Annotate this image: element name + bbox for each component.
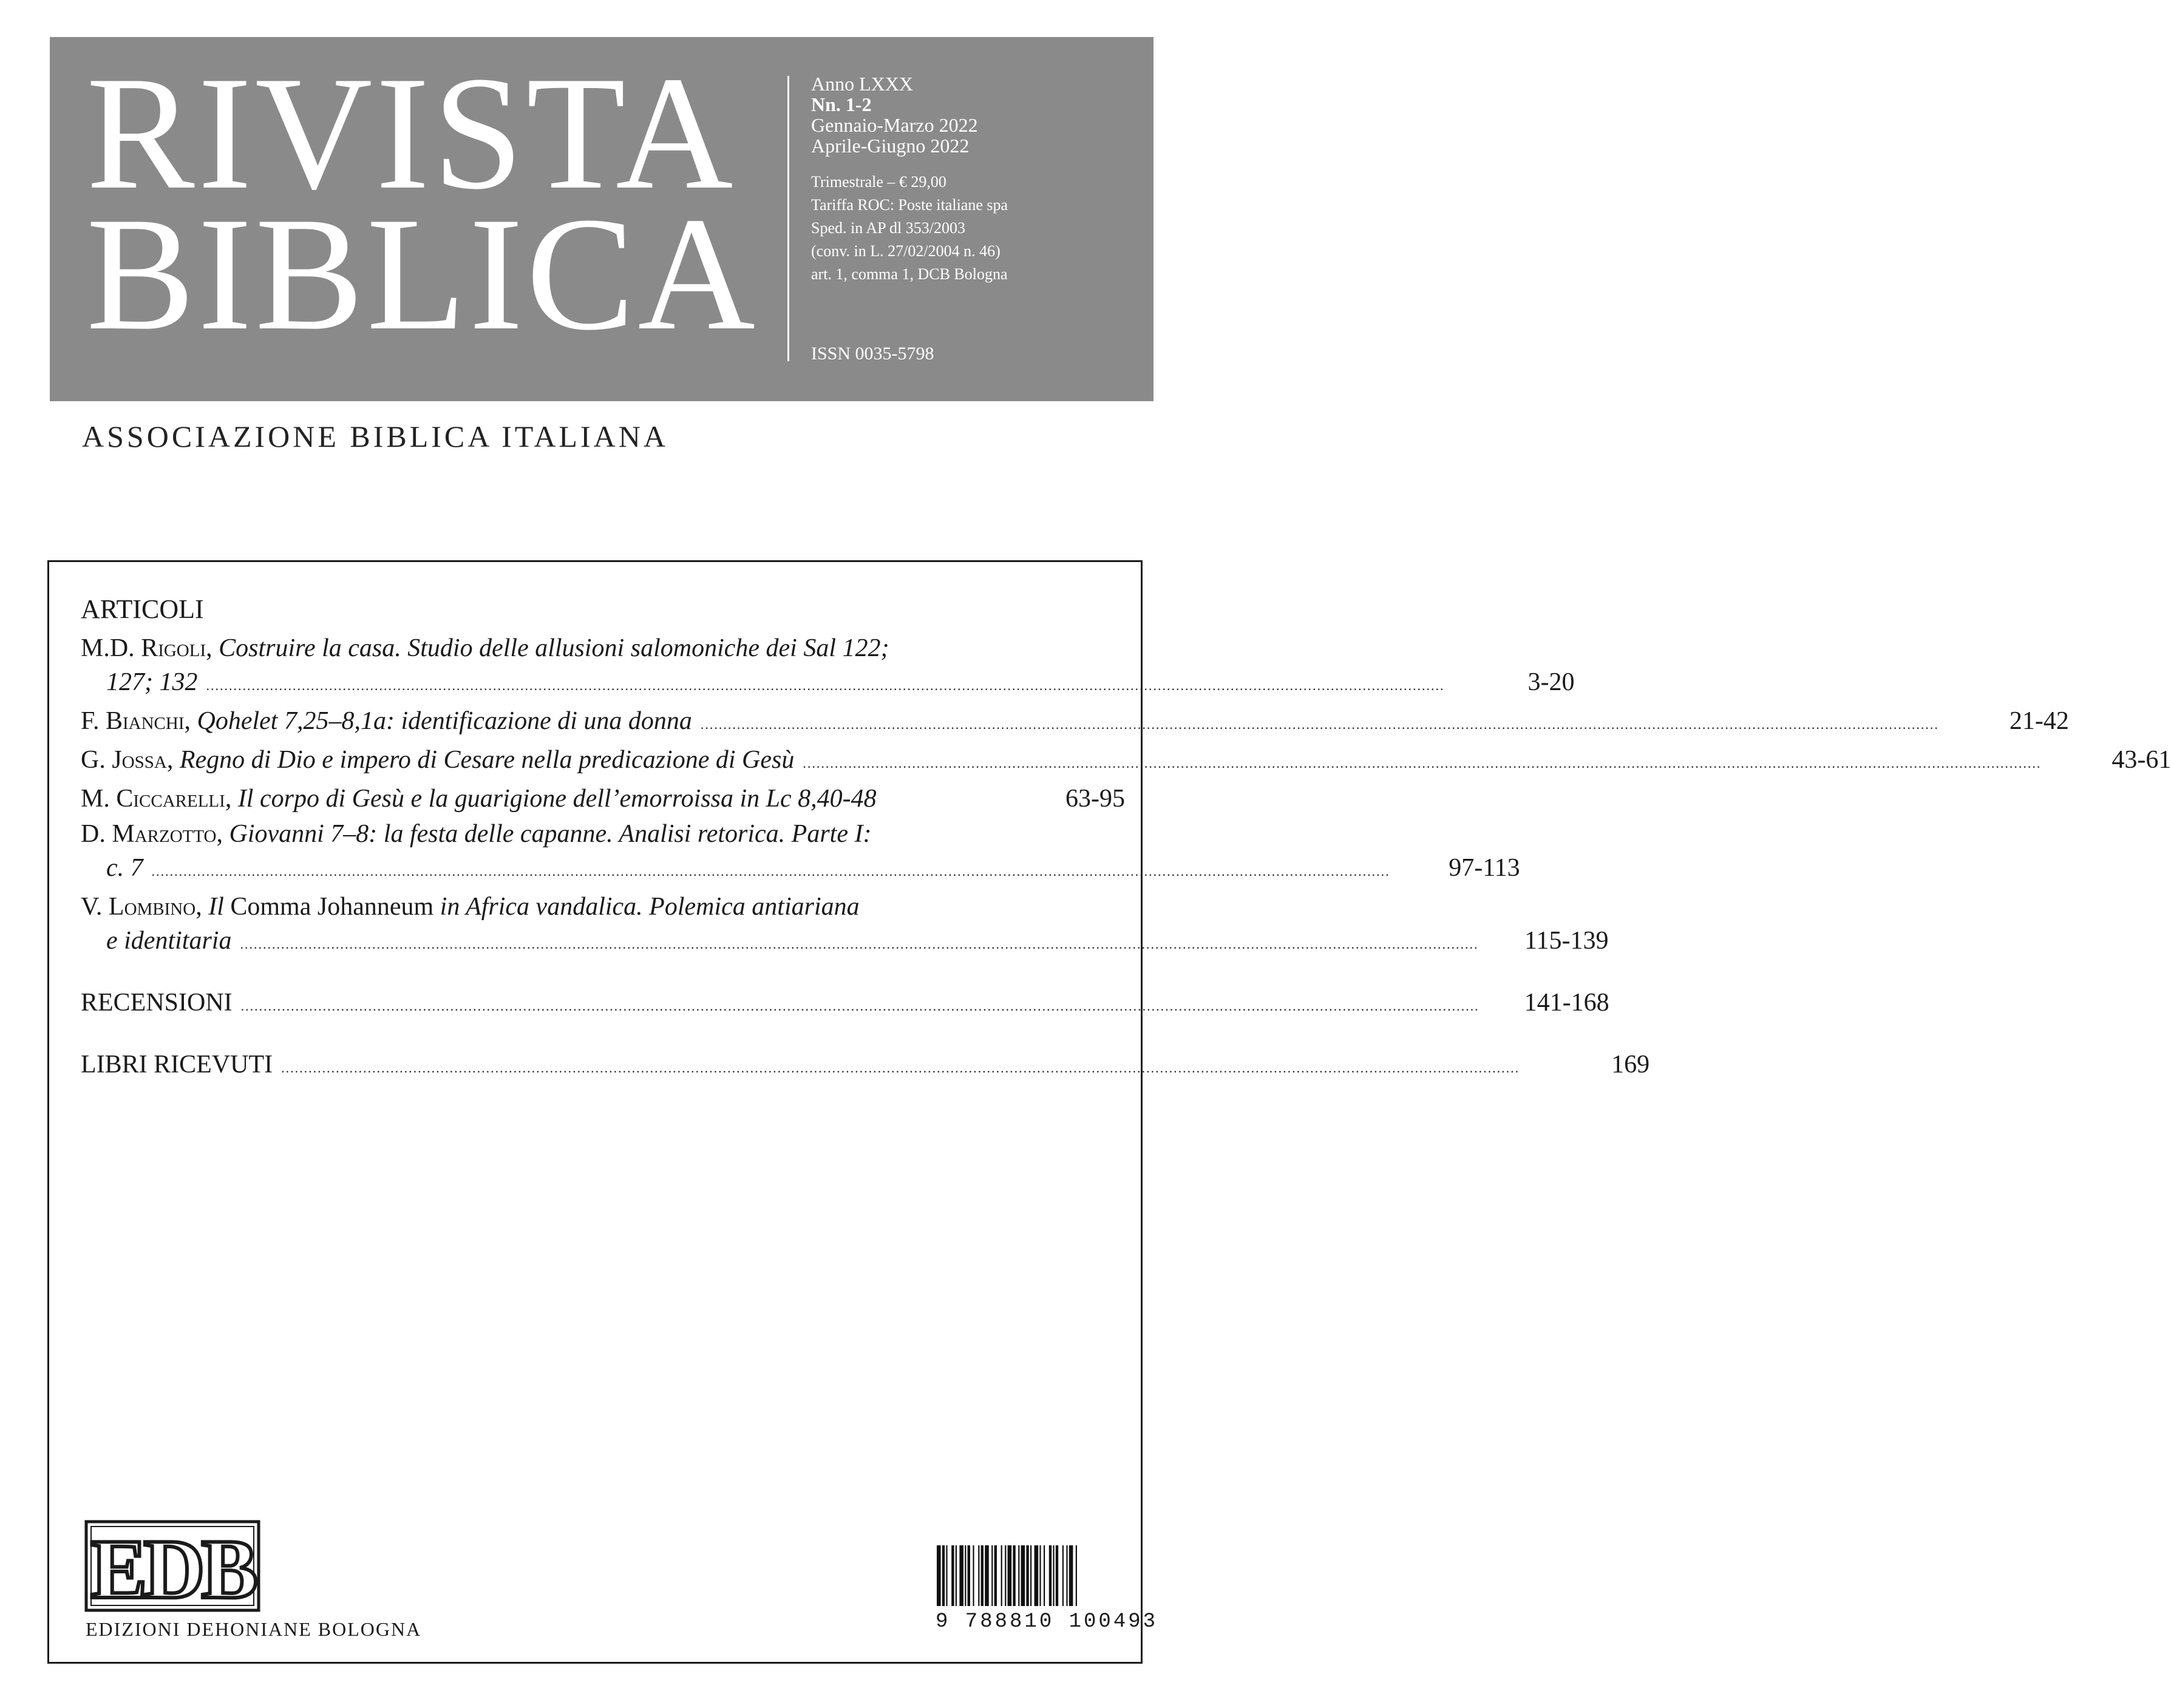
article-title: Costruire la casa. Studio delle allusioni salomoniche dei Sal 122; bbox=[219, 634, 889, 662]
barcode-bar bbox=[946, 1545, 947, 1606]
article-title: Qohelet 7,25–8,1a: identificazione di una donna bbox=[197, 707, 692, 735]
barcode-bar bbox=[1030, 1545, 1031, 1606]
association-name: ASSOCIAZIONE BIBLICA ITALIANA bbox=[82, 419, 668, 453]
barcode-bar bbox=[981, 1545, 984, 1606]
issue-period-1: Gennaio-Marzo 2022 bbox=[811, 114, 978, 136]
issue-numbers: Nn. 1-2 bbox=[811, 93, 872, 115]
article-title: Il corpo di Gesù e la guarigione dell’emorroissa in Lc 8,40-48 bbox=[237, 785, 877, 813]
barcode-bar bbox=[1005, 1545, 1006, 1606]
postal-info bbox=[811, 171, 1008, 286]
article-title-cont: e identitaria bbox=[106, 927, 232, 955]
separator: , bbox=[225, 785, 238, 813]
postal-line: (conv. in L. 27/02/2004 n. 46) bbox=[811, 242, 1001, 260]
article-title: Regno di Dio e impero di Cesare nella predicazione di Gesù bbox=[179, 746, 795, 774]
dot-leader: ................................................................................................................................................................................................................................................................................ bbox=[700, 717, 1939, 732]
barcode-bar bbox=[1044, 1545, 1045, 1606]
separator: , bbox=[184, 707, 197, 735]
dot-leader: ................................................................................................................................................................................................................................................................................ bbox=[151, 864, 1390, 879]
separator: , bbox=[166, 746, 180, 774]
barcode-bar bbox=[968, 1545, 970, 1606]
edb-logo bbox=[84, 1520, 260, 1616]
toc-entry-books[interactable] bbox=[81, 1048, 1650, 1085]
issue-period-2: Aprile-Giugno 2022 bbox=[811, 135, 970, 157]
author-surname: Bianchi bbox=[106, 707, 185, 735]
toc-entry[interactable] bbox=[81, 631, 1575, 703]
dot-leader: ................................................................................................................................................................................................................................................................................ bbox=[803, 756, 2042, 771]
barcode-bar bbox=[1069, 1545, 1073, 1606]
toc-entry[interactable] bbox=[81, 704, 2069, 742]
author-surname: Rigoli bbox=[141, 634, 206, 662]
page-range: 115-139 bbox=[1524, 927, 1609, 955]
barcode-bar bbox=[1053, 1545, 1054, 1606]
author-surname: Ciccarelli bbox=[116, 785, 225, 813]
page-range: 169 bbox=[1611, 1051, 1650, 1079]
barcode-bar bbox=[1008, 1545, 1012, 1606]
toc-entry-reviews[interactable] bbox=[81, 986, 1609, 1023]
contents-box bbox=[47, 560, 2171, 1664]
edb-logo-text: EDB bbox=[90, 1522, 254, 1616]
barcode-bar bbox=[937, 1545, 941, 1606]
author-initials: G. bbox=[81, 746, 112, 774]
author-initials: F. bbox=[81, 707, 106, 735]
books-received-heading: LIBRI RICEVUTI bbox=[81, 1051, 273, 1079]
barcode bbox=[936, 1545, 1158, 1633]
dot-leader: ................................................................................................................................................................................................................................................................................ bbox=[206, 678, 1445, 693]
toc-entry[interactable] bbox=[81, 890, 1609, 961]
barcode-bar bbox=[1056, 1545, 1058, 1606]
author-initials: M.D. bbox=[81, 634, 141, 662]
barcode-bar bbox=[991, 1545, 993, 1606]
dot-leader: ................................................................................................................................................................................................................................................................................ bbox=[240, 998, 1480, 1014]
barcode-bar bbox=[978, 1545, 979, 1606]
barcode-bar bbox=[1049, 1545, 1052, 1606]
page-range: 97-113 bbox=[1449, 854, 1520, 882]
barcode-bar bbox=[942, 1545, 945, 1606]
author-surname: Lombino bbox=[108, 893, 196, 921]
postal-line: art. 1, comma 1, DCB Bologna bbox=[811, 265, 1008, 283]
barcode-bar bbox=[1021, 1545, 1025, 1606]
barcode-bars bbox=[936, 1545, 1136, 1606]
barcode-bar bbox=[1013, 1545, 1015, 1606]
postal-line: Trimestrale – € 29,00 bbox=[811, 173, 946, 191]
article-title: Il bbox=[208, 893, 224, 921]
barcode-bar bbox=[965, 1545, 966, 1606]
barcode-number: 9 788810 100493 bbox=[936, 1610, 1158, 1633]
issue-info bbox=[811, 73, 1008, 286]
masthead-banner bbox=[50, 37, 1153, 401]
article-title: in Africa vandalica. Polemica antiariana bbox=[440, 893, 860, 921]
article-title-cont: c. 7 bbox=[106, 854, 143, 882]
journal-title bbox=[86, 42, 758, 364]
barcode-bar bbox=[1039, 1545, 1041, 1606]
barcode-bar bbox=[1076, 1545, 1077, 1606]
separator: , bbox=[206, 634, 219, 662]
barcode-bar bbox=[959, 1545, 963, 1606]
toc-entry[interactable] bbox=[81, 743, 2171, 781]
toc-entry[interactable] bbox=[81, 817, 1520, 889]
dot-leader: ................................................................................................................................................................................................................................................................................ bbox=[240, 937, 1479, 952]
article-title-cont: 127; 132 bbox=[106, 668, 198, 696]
page-range: 63-95 bbox=[1065, 785, 1125, 813]
barcode-bar bbox=[1026, 1545, 1028, 1606]
barcode-bar bbox=[1066, 1545, 1067, 1606]
dot-leader: ................................................................................................................................................................................................................................................................................ bbox=[281, 1060, 1520, 1076]
journal-title-line2: BIBLICA bbox=[86, 183, 758, 364]
author-surname: Jossa bbox=[112, 746, 167, 774]
masthead-divider bbox=[787, 76, 789, 361]
separator: , bbox=[216, 820, 229, 848]
postal-line: Sped. in AP dl 353/2003 bbox=[811, 219, 966, 237]
article-title: Giovanni 7–8: la festa delle capanne. Analisi retorica. Parte I: bbox=[229, 820, 872, 848]
page-range: 21-42 bbox=[2009, 707, 2069, 735]
barcode-bar bbox=[973, 1545, 974, 1606]
postal-line: Tariffa ROC: Poste italiane spa bbox=[811, 196, 1008, 214]
journal-title-line1: RIVISTA bbox=[86, 42, 736, 223]
barcode-bar bbox=[1001, 1545, 1002, 1606]
barcode-bar bbox=[1018, 1545, 1019, 1606]
author-surname: Marzotto bbox=[112, 820, 217, 848]
reviews-heading: RECENSIONI bbox=[81, 989, 233, 1017]
barcode-bar bbox=[956, 1545, 957, 1606]
page-range: 3-20 bbox=[1527, 668, 1575, 696]
page-range: 43-61 bbox=[2112, 746, 2171, 774]
barcode-bar bbox=[1035, 1545, 1039, 1606]
author-initials: M. bbox=[81, 785, 117, 813]
toc-entry[interactable] bbox=[81, 782, 1125, 816]
barcode-bar bbox=[951, 1545, 954, 1606]
separator: , bbox=[195, 893, 209, 921]
article-title-roman: Comma Johanneum bbox=[223, 893, 440, 921]
publisher-name: EDIZIONI DEHONIANE BOLOGNA bbox=[86, 1618, 422, 1640]
barcode-bar bbox=[985, 1545, 989, 1606]
author-initials: D. bbox=[81, 820, 112, 848]
table-of-contents bbox=[81, 591, 2171, 1086]
barcode-bar bbox=[994, 1545, 997, 1606]
issn: ISSN 0035-5798 bbox=[811, 344, 934, 364]
issue-year: Anno LXXX bbox=[811, 73, 913, 95]
barcode-bar bbox=[1062, 1545, 1064, 1606]
articles-heading: ARTICOLI bbox=[81, 594, 204, 624]
author-initials: V. bbox=[81, 893, 109, 921]
page-range: 141-168 bbox=[1524, 989, 1609, 1017]
